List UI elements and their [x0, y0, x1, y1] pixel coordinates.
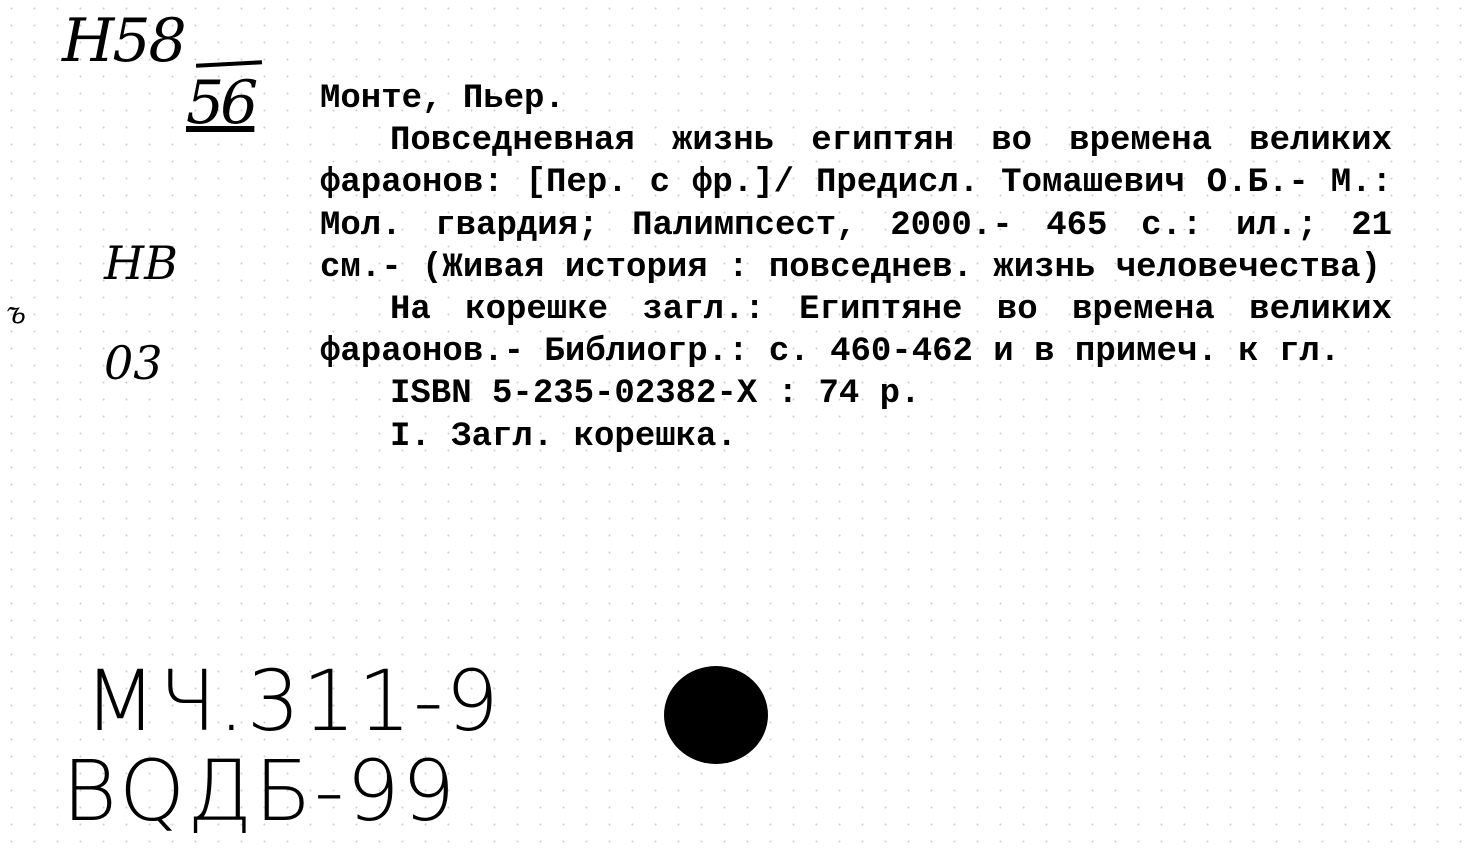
isbn-price: ISBN 5-235-02382-X : 74 р.	[390, 375, 921, 414]
added-entry: I. Загл. корешка.	[390, 417, 737, 456]
bibliographic-entry	[320, 78, 1392, 458]
handwritten-code-2: ВQДБ-99	[62, 742, 458, 840]
punch-hole	[664, 666, 768, 764]
author-heading: Монте, Пьер.	[320, 80, 565, 118]
handwritten-shelf-mark-top: Н58	[62, 6, 185, 76]
handwritten-code-1: МЧ.311-9	[84, 652, 501, 750]
handwritten-shelf-mark-bottom: 56	[186, 68, 255, 138]
handwritten-note-1: НВ	[104, 236, 178, 290]
handwritten-small-mark: ъ	[6, 296, 26, 331]
handwritten-underline	[196, 60, 262, 67]
spine-note: На корешке загл.: Египтяне во времена великих фараонов.- Библиогр.: с. 460-462 и в примеч. к гл.	[320, 291, 1392, 372]
handwritten-note-2: 03	[104, 336, 163, 390]
title-description: Повседневная жизнь египтян во времена великих фараонов: [Пер. с фр.]/ Предисл. Томашевич О.Б.- М.: Мол. гвардия; Палимпсест, 2000.- 465 с.: ил.; 21 см.- (Живая история : повседнев. жизнь человечества)	[320, 122, 1392, 287]
